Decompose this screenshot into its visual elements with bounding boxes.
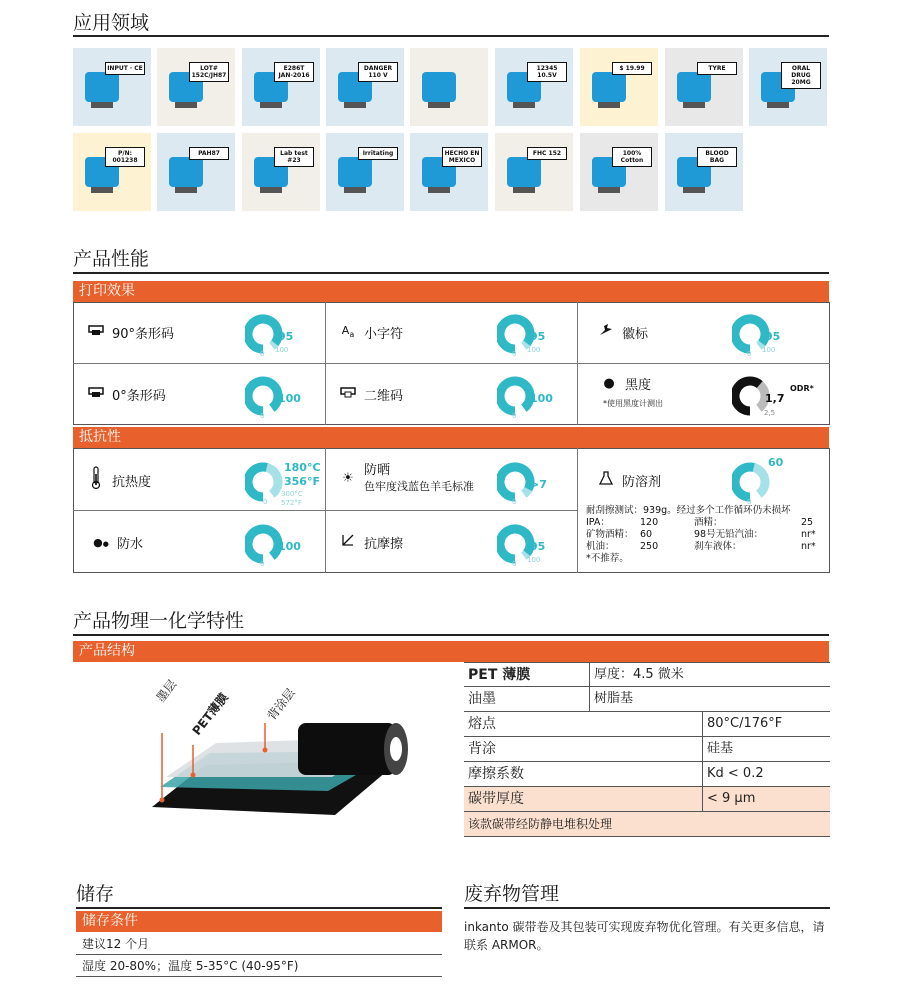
icon-label-text: PAH87	[189, 147, 229, 160]
structure-value: 硅基	[702, 737, 830, 761]
cell-label-text: 黑度	[625, 377, 652, 393]
heat-max-f: 572°F	[281, 499, 302, 507]
structure-key: 油墨	[468, 691, 496, 707]
cell-heat	[88, 467, 151, 493]
gauge-logo	[732, 310, 832, 370]
solvent-footnote: *不推荐。	[586, 553, 629, 564]
cell-label-text: 二维码	[364, 388, 404, 404]
section-title-applications: 应用领域	[73, 12, 150, 34]
gauge-min: 0	[512, 350, 517, 358]
gauge-abrasion	[497, 520, 597, 580]
gauge-max: 100	[762, 346, 776, 354]
cell-label-text: 90°条形码	[112, 326, 175, 342]
monitor-label-icon	[73, 48, 151, 126]
structure-footer: 该款碳带经防静电堆积处理	[464, 812, 830, 837]
cell-label-text: 防晒	[364, 463, 391, 478]
gauge-small-chars	[497, 310, 597, 370]
tyre-label-icon	[665, 48, 743, 126]
gauge-barcode-0	[245, 372, 345, 432]
solvent-row	[586, 541, 826, 553]
structure-key: PET 薄膜	[468, 667, 531, 683]
gauge-max: 2,5	[764, 409, 776, 417]
solvent-cell: 250	[640, 541, 659, 552]
electronics-barcode-icon	[495, 48, 573, 126]
section-title-physchem: 产品物理一化学特性	[73, 610, 245, 632]
icon-label-text: P/N: 001238	[105, 147, 145, 167]
section-title-waste: 废弃物管理	[464, 883, 560, 905]
icon-label-text: INPUT · CE	[105, 62, 145, 75]
structure-row	[464, 762, 830, 787]
icon-label-text: FHC 152	[527, 147, 567, 160]
heat-value-f: 356°F	[284, 475, 320, 488]
cell-label-text: 防溶剂	[622, 474, 662, 490]
structure-row	[464, 712, 830, 737]
icon-label-text: LOT# 152C/JH87	[189, 62, 229, 82]
solvent-cell: 120	[640, 517, 659, 528]
gauge-value: 60	[768, 456, 784, 469]
cell-sublabel-text: 色牢度浅蓝色羊毛标准	[364, 480, 474, 493]
water-drops-icon: ●●	[93, 535, 109, 549]
structure-value: Kd < 0.2	[702, 762, 830, 786]
small-chars-icon: $A_a$	[341, 324, 355, 340]
section-rule	[73, 634, 829, 636]
barcode-printer-icon	[88, 386, 104, 402]
icon-label-text: 12345 10.5V	[527, 62, 567, 82]
chip-label-icon	[495, 133, 573, 211]
lab-flask-icon	[242, 133, 320, 211]
gauge-min: 0	[260, 412, 265, 420]
print-quality-header: 打印效果	[73, 281, 829, 302]
shirt-cotton-icon	[580, 133, 658, 211]
cell-label-text: 小字符	[364, 326, 404, 342]
storage-line-1: 建议12 个月	[82, 937, 150, 951]
gauge-unit: ODR*	[790, 384, 814, 393]
solar-panel-icon	[73, 133, 151, 211]
gauge-min: 0	[260, 350, 265, 358]
solvent-cell: 98号无铅汽油：	[694, 529, 764, 540]
solvent-notes-title: 耐刮擦测试：939g。经过多个工作循环仍未损坏	[586, 505, 791, 516]
cell-label-text: 徽标	[622, 326, 649, 342]
section-title-performance: 产品性能	[73, 248, 150, 270]
barcode-printer-icon	[88, 324, 104, 340]
icon-label-text: 100% Cotton	[612, 147, 652, 167]
section-rule	[73, 272, 829, 274]
heat-min: 0	[263, 498, 268, 506]
gauge-water	[245, 520, 345, 580]
cell-label-text: 0°条形码	[112, 388, 166, 404]
solvent-notes	[586, 505, 826, 565]
storage-header: 储存条件	[76, 911, 442, 932]
bird-logo-icon	[598, 323, 614, 341]
cell-label-text: 防水	[117, 536, 144, 552]
diagram-label-pet: PET薄膜	[189, 690, 231, 738]
gauge-value: 95	[530, 330, 546, 343]
cell-label-text: 抗摩擦	[364, 536, 404, 552]
solvent-cell: nr*	[801, 529, 816, 540]
icon-label-text: HECHO EN MEXICO	[442, 147, 482, 167]
sun-icon: ☀	[342, 471, 354, 486]
structure-key: 熔点	[468, 716, 496, 732]
gauge-barcode-90	[245, 310, 345, 370]
gauge-max: 100	[275, 346, 289, 354]
structure-value: < 9 µm	[702, 787, 830, 811]
section-rule	[464, 907, 830, 909]
cell-blackness	[601, 373, 651, 393]
gauge-value: 95	[530, 540, 546, 553]
structure-value: 80°C/176°F	[702, 712, 830, 736]
cell-barcode-0	[88, 384, 166, 404]
gauge-value: >7	[530, 478, 547, 491]
cell-sun	[340, 463, 474, 497]
solvent-cell: 机油：	[586, 541, 615, 552]
gauge-value: 95	[278, 330, 294, 343]
icon-label-text: $ 19.99	[612, 62, 652, 75]
structure-value: 厚度：4.5 微米	[589, 663, 830, 687]
icon-label-text: Lab test #23	[274, 147, 314, 167]
gauge-value: 100	[530, 392, 553, 405]
resistance-header: 抵抗性	[73, 427, 829, 448]
assembly-barcode-icon	[410, 48, 488, 126]
structure-row	[464, 737, 830, 762]
gauge-max: 100	[527, 346, 541, 354]
cell-abrasion	[340, 532, 403, 552]
structure-table	[464, 662, 830, 834]
gauge-min: 0	[512, 412, 517, 420]
solvent-cell: 25	[801, 517, 814, 528]
heat-max-c: 300°C	[281, 490, 303, 498]
cell-label-text: 抗热度	[112, 474, 152, 490]
blood-bag-icon	[242, 48, 320, 126]
structure-header: 产品结构	[73, 641, 829, 662]
gauge-max: 100	[527, 556, 541, 564]
gauge-blackness	[732, 372, 832, 432]
gear-pah87-icon	[157, 133, 235, 211]
gauge-qr-code	[497, 372, 597, 432]
cell-solvent	[598, 470, 661, 490]
icon-label-text: BLOOD BAG	[697, 147, 737, 167]
blackness-note: *使用黑度计测出	[603, 399, 663, 408]
section-rule	[76, 907, 442, 909]
solvent-cell: 60	[640, 529, 653, 540]
section-rule	[73, 35, 829, 37]
diagram-label-back: 背涂层	[264, 685, 298, 723]
gauge-min: 0	[747, 498, 752, 506]
solvent-cell: 矿物酒精：	[586, 529, 634, 540]
solvent-row	[586, 529, 826, 541]
gauge-value: 95	[765, 330, 781, 343]
gauge-min: 0	[260, 560, 265, 568]
motor-hecho-icon	[410, 133, 488, 211]
black-dot-icon: ●	[603, 375, 615, 391]
thermometer-icon	[88, 466, 104, 494]
barrel-flammable-icon	[326, 133, 404, 211]
structure-value: 树脂基	[589, 687, 830, 711]
cell-logo	[598, 322, 648, 342]
iv-blood-bag-icon	[665, 133, 743, 211]
solvent-cell: 刹车液体：	[694, 541, 742, 552]
danger-110v-icon	[326, 48, 404, 126]
icon-label-text: ORAL DRUG 20MG	[781, 62, 821, 89]
cell-qr-code	[340, 384, 403, 404]
solvent-cell: nr*	[801, 541, 816, 552]
gauge-value: 100	[278, 392, 301, 405]
gauge-value: 1,7	[765, 392, 785, 405]
structure-key: 背涂	[468, 741, 496, 757]
structure-key: 碳带厚度	[468, 791, 524, 807]
icon-label-text: DANGER 110 V	[358, 62, 398, 82]
cell-barcode-90	[88, 322, 174, 342]
waste-text: inkanto 碳带卷及其包装可实现废弃物优化管理。有关更多信息，请联系 ARMOR。	[464, 920, 825, 952]
solvent-cell: 酒精：	[694, 517, 723, 528]
structure-row	[464, 787, 830, 812]
solvent-cell: IPA：	[586, 517, 610, 528]
heat-value-c: 180°C	[284, 461, 321, 474]
diagram-label-ink: 墨层	[153, 677, 180, 705]
structure-row	[464, 662, 830, 687]
gauge-sun	[497, 458, 597, 518]
structure-row	[464, 687, 830, 712]
gauge-min: 0	[512, 498, 517, 506]
structure-key: 摩擦系数	[468, 766, 524, 782]
plant-price-tag-icon	[580, 48, 658, 126]
gauge-min: 0	[747, 350, 752, 358]
icon-label-text: TYRE	[697, 62, 737, 75]
storage-line-2: 湿度 20-80%；温度 5-35°C (40-95°F)	[82, 959, 299, 973]
cell-water	[93, 532, 143, 552]
gauge-value: 100	[278, 540, 301, 553]
flask-icon	[598, 471, 614, 489]
icon-label-text: Irritating	[358, 147, 398, 160]
section-title-storage: 储存	[76, 883, 115, 905]
icon-label-text: E286T JAN-2016	[274, 62, 314, 82]
cell-small-chars	[340, 322, 403, 342]
drug-bottle-icon	[749, 48, 827, 126]
gauge-min: 0	[512, 560, 517, 568]
spray-bottle-lot-icon	[157, 48, 235, 126]
solvent-row	[586, 517, 826, 529]
